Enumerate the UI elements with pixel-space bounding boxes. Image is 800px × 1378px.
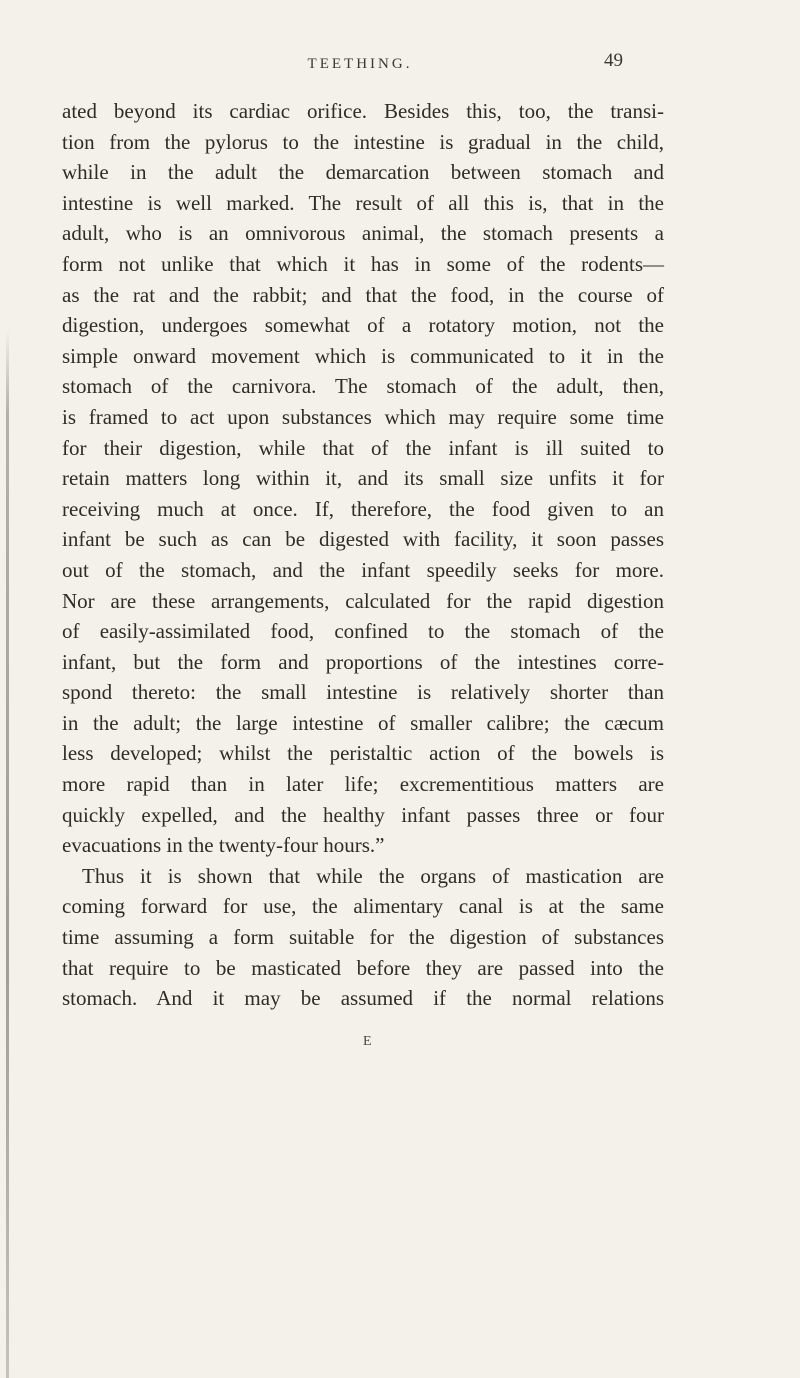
- text-line: stomach. And it may be assumed if the normal relations: [62, 986, 664, 1011]
- page-number: 49: [604, 50, 623, 71]
- body-text: [62, 96, 664, 1014]
- text-line: for their digestion, while that of the infant is ill suited to: [62, 435, 664, 460]
- text-line: out of the stomach, and the infant speedily seeks for more.: [62, 557, 664, 582]
- text-line: Nor are these arrangements, calculated for the rapid digestion: [62, 588, 664, 613]
- text-line: simple onward movement which is communicated to it in the: [62, 343, 664, 368]
- text-line: as the rat and the rabbit; and that the food, in the course of: [62, 282, 664, 307]
- text-line: ated beyond its cardiac orifice. Besides this, too, the transi-: [62, 99, 664, 123]
- text-line: adult, who is an omnivorous animal, the stomach presents a: [62, 221, 664, 246]
- text-line: in the adult; the large intestine of smaller calibre; the cæcum: [62, 710, 664, 735]
- text-line: form not unlike that which it has in some of the rodents—: [62, 251, 664, 276]
- signature-mark: E: [363, 1034, 372, 1049]
- text-line: more rapid than in later life; excrementitious matters are: [62, 772, 664, 797]
- text-line: stomach of the carnivora. The stomach of the adult, then,: [62, 374, 664, 399]
- text-line: is framed to act upon substances which may require some time: [62, 404, 664, 429]
- text-line: intestine is well marked. The result of all this is, that in the: [62, 190, 664, 215]
- text-line: evacuations in the twenty-four hours.”: [62, 833, 385, 858]
- text-line: infant be such as can be digested with facility, it soon passes: [62, 527, 664, 552]
- text-line: retain matters long within it, and its small size unfits it for: [62, 466, 664, 491]
- text-line: Thus it is shown that while the organs of mastication are: [82, 863, 664, 888]
- text-line: digestion, undergoes somewhat of a rotatory motion, not the: [62, 313, 664, 338]
- text-line: coming forward for use, the alimentary canal is at the same: [62, 894, 664, 919]
- binding-gutter-shadow: [6, 330, 9, 1378]
- text-line: quickly expelled, and the healthy infant passes three or four: [62, 802, 664, 827]
- text-line: less developed; whilst the peristaltic action of the bowels is: [62, 741, 664, 766]
- text-line: spond thereto: the small intestine is relatively shorter than: [62, 680, 664, 705]
- running-title: TEETHING.: [307, 56, 413, 72]
- text-line: of easily-assimilated food, confined to the stomach of the: [62, 619, 664, 644]
- text-line: time assuming a form suitable for the digestion of substances: [62, 925, 664, 950]
- text-line: that require to be masticated before they are passed into the: [62, 955, 664, 980]
- text-line: receiving much at once. If, therefore, the food given to an: [62, 496, 664, 521]
- text-line: tion from the pylorus to the intestine is gradual in the child,: [62, 129, 664, 154]
- text-line: while in the adult the demarcation between stomach and: [62, 160, 664, 185]
- text-line: infant, but the form and proportions of the intestines corre-: [62, 649, 664, 674]
